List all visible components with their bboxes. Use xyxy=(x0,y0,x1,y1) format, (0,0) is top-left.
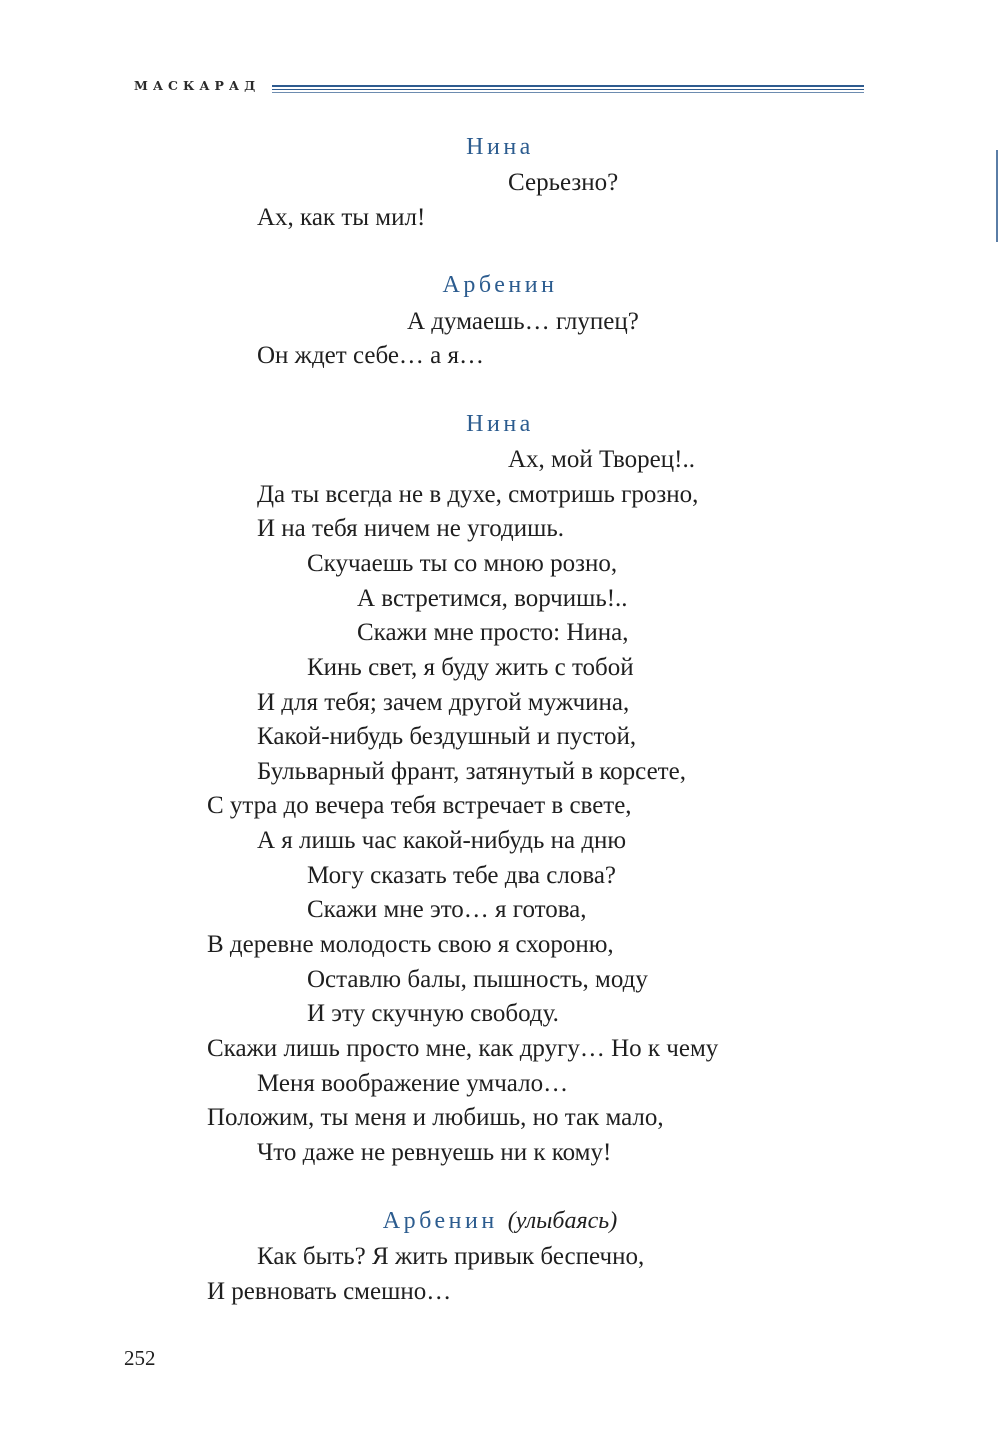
running-title: МАСКАРАД xyxy=(134,78,261,93)
verse-line: А встретимся, ворчишь!.. xyxy=(357,585,628,612)
verse-line: Кинь свет, я буду жить с тобой xyxy=(307,654,634,681)
verse-line: Скажи мне это… я готова, xyxy=(307,896,587,923)
stage-direction: (улыбаясь) xyxy=(507,1208,618,1234)
verse-line: Положим, ты меня и любишь, но так мало, xyxy=(207,1104,664,1131)
verse-line: Меня воображение умчало… xyxy=(257,1070,569,1097)
verse-line: А думаешь… глупец? xyxy=(407,308,639,335)
verse-line: Какой-нибудь бездушный и пустой, xyxy=(257,723,637,750)
page-number: 252 xyxy=(124,1346,156,1370)
header-rule xyxy=(272,85,864,93)
verse-line: И для тебя; зачем другой мужчина, xyxy=(257,689,630,716)
verse-line: Бульварный франт, затянутый в корсете, xyxy=(257,758,686,785)
verse-line: Ах, мой Творец!.. xyxy=(508,446,695,473)
verse-line: Он ждет себе… а я… xyxy=(257,342,485,369)
verse-line: С утра до вечера тебя встречает в свете, xyxy=(207,792,632,819)
verse-line: В деревне молодость свою я схороню, xyxy=(207,931,614,958)
verse-line: Скажи лишь просто мне, как другу… Но к чему xyxy=(207,1035,719,1062)
speaker-name: Нина xyxy=(466,134,534,160)
page-edge-line xyxy=(996,150,998,242)
verse-line: И на тебя ничем не угодишь. xyxy=(257,515,565,542)
speaker-name: Арбенин xyxy=(382,1208,498,1234)
verse-line: Ах, как ты мил! xyxy=(257,204,426,231)
speaker-name: Нина xyxy=(466,411,534,437)
verse-line: Что даже не ревнуешь ни к кому! xyxy=(257,1139,612,1166)
speaker-name: Арбенин xyxy=(442,272,558,298)
verse-line: Да ты всегда не в духе, смотришь грозно, xyxy=(257,481,699,508)
verse-line: Серьезно? xyxy=(508,169,619,196)
verse-line: И ревновать смешно… xyxy=(207,1278,452,1305)
verse-line: Скучаешь ты со мною розно, xyxy=(307,550,618,577)
verse-line: Могу сказать тебе два слова? xyxy=(307,862,617,889)
speaker-heading xyxy=(0,1206,1000,1236)
verse-line: И эту скучную свободу. xyxy=(307,1000,559,1027)
verse-line: Оставлю балы, пышность, моду xyxy=(307,966,648,993)
verse-line: Скажи мне просто: Нина, xyxy=(357,619,629,646)
verse-line: А я лишь час какой-нибудь на дню xyxy=(257,827,627,854)
verse-line: Как быть? Я жить привык беспечно, xyxy=(257,1243,645,1270)
